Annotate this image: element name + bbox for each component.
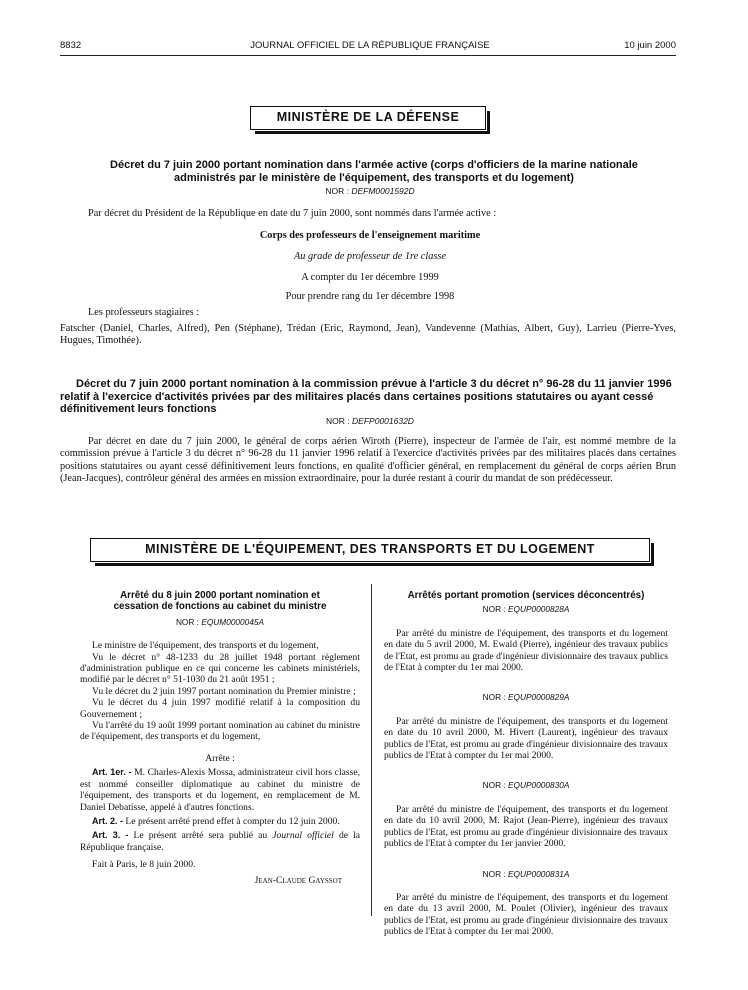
arrete-label: Arrête : — [205, 752, 235, 764]
article-3: Art. 3. - Le présent arrêté sera publié au Journal officiel de la République française. — [80, 830, 361, 853]
promotion-text: Par arrêté du ministre de l'équipement, des transports et du logement en date du 13 avril 2000, M. Poulet (Olivier), ingénieur des travaux publics de l'Etat, est promu au grade d'ingénieur divisionnaire des travaux publics de l'Etat à compter du 1er mai 2000. — [384, 891, 668, 938]
promotion-text: Par arrêté du ministre de l'équipement, des transports et du logement en date du 10 avril 2000, M. Rajot (Jean-Pierre), ingénieur des travaux publics de l'Etat, est promu au grade d'ingénieur divisionnaire des travaux publics de l'Etat à compter du 1er janvier 2000. — [384, 803, 668, 850]
promotion-nor: NOR : EQUP0000828A — [482, 604, 570, 615]
decree2-nor: NOR : DEFP0001632D — [326, 416, 414, 426]
decree1-title: Décret du 7 juin 2000 portant nomination dans l'armée active (corps d'officiers de la marine nationale administrés par le ministère de l'équipement, des transports et du logement) — [110, 159, 638, 184]
column-divider — [371, 584, 372, 916]
arretes-promotion-title: Arrêtés portant promotion (services déconcentrés) — [407, 590, 645, 601]
promotion-text: Par arrêté du ministre de l'équipement, des transports et du logement en date du 10 avril 2000, M. Hivert (Laurent), ingénieur des travaux publics de l'Etat, est promu au grade d'ingénieur divisionnaire des travaux publics de l'Etat à compter du 1er mai 2000. — [384, 715, 668, 762]
journal-title: JOURNAL OFFICIEL DE LA RÉPUBLIQUE FRANÇAISE — [250, 40, 490, 51]
article-2-label: Art. 2. - — [92, 815, 124, 826]
arrete-cabinet-title: Arrêté du 8 juin 2000 portant nomination et cessation de fonctions au cabinet du ministre — [113, 590, 327, 613]
preamble-line: Vu le décret du 2 juin 1997 portant nomination du Premier ministre ; — [92, 685, 356, 697]
decree1-nor: NOR : DEFM0001592D — [325, 186, 415, 196]
decree1-date-effect: A compter du 1er décembre 1999 — [301, 272, 439, 283]
article-1: Art. 1er. - M. Charles-Alexis Mossa, administrateur civil hors classe, est nommé conseiller diplomatique au cabinet du ministre de l'équipement, des transports et du logement, en remplacement de M. Daniel Debatisse, appelé à d'autres fonctions. — [80, 767, 360, 813]
decree1-corps: Corps des professeurs de l'enseignement maritime — [259, 230, 481, 241]
issue-date: 10 juin 2000 — [624, 40, 676, 51]
preamble-line: Le ministre de l'équipement, des transports et du logement, — [92, 640, 319, 652]
preamble-line: Vu l'arrêté du 19 août 1999 portant nomination au cabinet du ministre de l'équipement, des transports et du logement, — [80, 720, 360, 743]
page-number: 8832 — [60, 40, 82, 51]
decree1-grade: Au grade de professeur de 1re classe — [294, 251, 446, 262]
decree1-rank: Pour prendre rang du 1er décembre 1998 — [285, 291, 455, 302]
signature: Jean-Claude Gayssot — [254, 874, 342, 886]
decree1-intro: Par décret du Président de la République en date du 7 juin 2000, sont nommés dans l'armée active : — [88, 208, 497, 219]
preamble-line: Vu le décret du 4 juin 1997 modifié relatif à la composition du Gouvernement ; — [80, 697, 360, 720]
article-2: Art. 2. - Le présent arrêté prend effet à compter du 12 juin 2000. — [92, 815, 340, 827]
promotion-text: Par arrêté du ministre de l'équipement, des transports et du logement en date du 5 avril 2000, M. Ewald (Pierre), ingénieur des travaux publics de l'Etat, est promu au grade d'ingénieur divisionnaire des travaux publics de l'Etat à compter du 1er mai 2000. — [384, 627, 668, 674]
decree2-title: Décret du 7 juin 2000 portant nomination à la commission prévue à l'article 3 du décret n° 96-28 du 11 janvier 1996 relatif à l'exercice d'activités privées par des militaires placés dans certaines positions statutaires ou ayant cessé définitivement leurs fonctions — [60, 378, 672, 415]
ministry-equipement-box — [90, 538, 650, 562]
promotion-nor: NOR : EQUP0000830A — [482, 780, 570, 791]
article-1-label: Art. 1er. - — [92, 767, 132, 778]
decree1-names: Fatscher (Daniel, Charles, Alfred), Pen (Stéphane), Trédan (Eric, Raymond, Jean), Vandevenne (Mathias, Albert, Guy), Larrieu (Pierre-Yves, Hugues, Timothée). — [60, 323, 676, 347]
decree2-nor-code: DEFP0001632D — [352, 416, 414, 426]
decree1-nor-code: DEFM0001592D — [351, 186, 415, 196]
ministry-equipement-title: MINISTÈRE DE L'ÉQUIPEMENT, DES TRANSPORTS ET DU LOGEMENT — [145, 542, 595, 556]
arretes-promotion — [384, 590, 668, 938]
arrete-cabinet-nor-code: EQUM0000045A — [201, 616, 265, 627]
article-3-label: Art. 3. - — [92, 830, 129, 841]
arrete-cabinet — [80, 590, 360, 886]
ministry-defense-title: MINISTÈRE DE LA DÉFENSE — [276, 110, 460, 124]
preamble-line: Vu le décret n° 48-1233 du 28 juillet 1948 portant règlement d'administration publique en ce qui concerne les cabinets ministériels, modifié par le décret n° 51-1030 du 21 août 1951 ; — [80, 651, 360, 686]
promotion-nor: NOR : EQUP0000831A — [482, 868, 570, 879]
header-rule — [60, 55, 676, 56]
decree2-body: Par décret en date du 7 juin 2000, le général de corps aérien Wiroth (Pierre), inspecteur de l'armée de l'air, est nommé membre de la commission prévue à l'article 3 du décret n° 96-28 du 11 janvier 1996 relatif à l'exercice d'activités privées par des militaires placés dans certaines positions statutaires ou ayant cessé définitivement leurs fonctions, en qualité d'officier général, en remplacement du général de corps aérien Brun (Jean-Jacques), contrôleur général des armées en mission extraordinaire, pour la durée restant à courir du mandat de son prédécesseur. — [60, 436, 676, 485]
ministry-defense-box — [250, 106, 486, 130]
decree1-stagiaires-label: Les professeurs stagiaires : — [88, 307, 200, 318]
promotion-nor: NOR : EQUP0000829A — [482, 692, 570, 703]
arrete-cabinet-nor: NOR : EQUM0000045A — [175, 616, 265, 627]
fait-a-paris: Fait à Paris, le 8 juin 2000. — [92, 859, 196, 871]
